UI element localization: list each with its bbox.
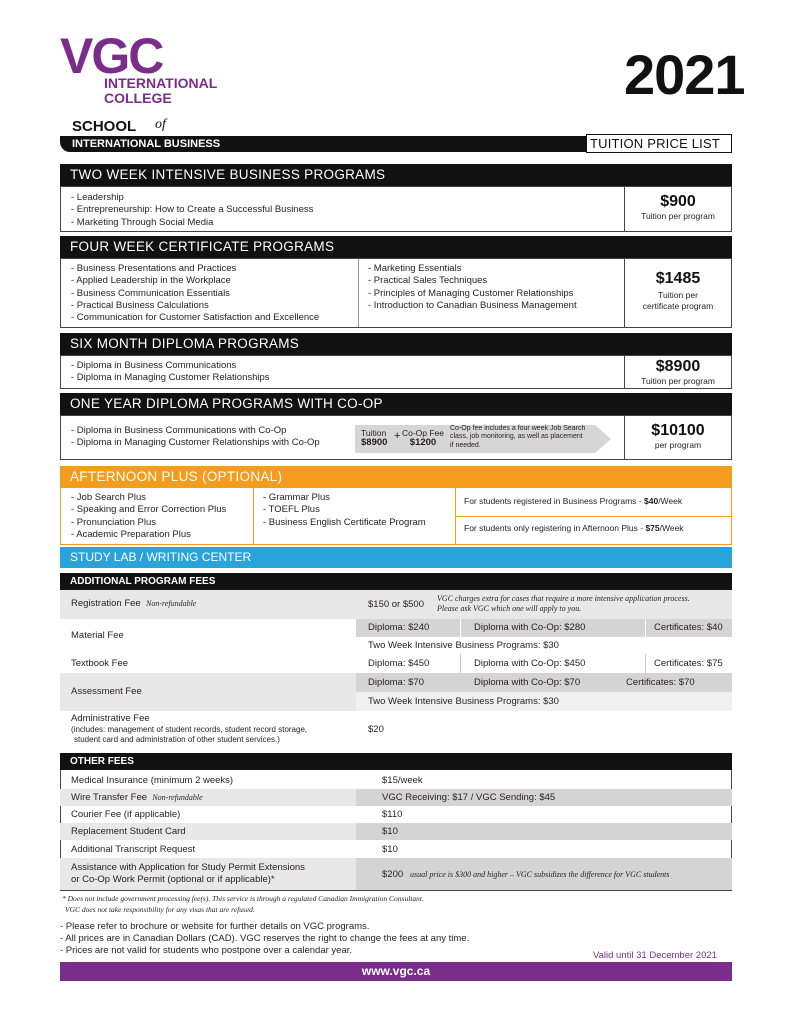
six-month-box [60, 355, 732, 389]
study-lab-heading: STUDY LAB / WRITING CENTER [60, 547, 732, 568]
one-year-list [71, 425, 320, 450]
material-row [60, 619, 732, 654]
other-fee-value: $10 [382, 826, 398, 837]
tuition-label: Tuition [361, 428, 387, 438]
logo-college-name [104, 76, 217, 106]
four-week-price: $1485 [655, 270, 701, 287]
six-month-heading: SIX MONTH DIPLOMA PROGRAMS [60, 333, 732, 355]
list-item: - TOEFL Plus [263, 504, 320, 516]
list-item: - Business Presentations and Practices [71, 263, 237, 274]
list-item: - Leadership [71, 192, 124, 203]
assessment-diploma: Diploma: $70 [368, 677, 424, 688]
six-month-price-note: Tuition per program [641, 376, 715, 386]
divider [645, 654, 646, 673]
four-week-heading: FOUR WEEK CERTIFICATE PROGRAMS [60, 236, 732, 258]
list-item: - Practical Business Calculations [71, 299, 209, 311]
administrative-label [71, 714, 307, 746]
list-item: - Diploma in Business Communications with Co-Op [71, 425, 287, 436]
other-fee-label: Additional Transcript Request [71, 844, 196, 855]
two-week-price-cell [624, 187, 731, 231]
afternoon-plus-heading: AFTERNOON PLUS (OPTIONAL) [60, 466, 732, 487]
coop-note-line: class, job monitoring, as well as placement [450, 433, 583, 441]
textbook-diploma-coop: Diploma with Co-Op: $450 [474, 658, 586, 669]
one-year-heading: ONE YEAR DIPLOMA PROGRAMS WITH CO-OP [60, 393, 732, 415]
two-week-box [60, 186, 732, 232]
textbook-certificates: Certificates: $75 [654, 658, 723, 669]
administrative-row [60, 711, 732, 748]
list-item: - Speaking and Error Correction Plus [71, 504, 227, 516]
one-year-price: $10100 [651, 422, 705, 439]
other-fee-value: $10 [382, 844, 398, 855]
rate-unit: /Week [659, 523, 684, 533]
star-footnote [62, 893, 424, 915]
six-month-list [71, 360, 270, 385]
other-fee-label: Replacement Student Card [71, 826, 186, 837]
registration-value: $150 or $500 [368, 599, 424, 610]
divider [455, 516, 731, 517]
list-item: - Diploma in Business Communications [71, 360, 237, 371]
note-line: - Prices are not valid for students who postpone over a calendar year. [60, 945, 353, 956]
two-week-heading: TWO WEEK INTENSIVE BUSINESS PROGRAMS [60, 164, 732, 186]
remark-line: Please ask VGC which one will apply to you. [437, 604, 582, 613]
rate-text: For students registered in Business Programs - [464, 496, 644, 506]
fee-label-text: Wire Transfer Fee [71, 792, 148, 803]
material-certificates: Certificates: $40 [654, 622, 723, 633]
tuition-value: $8900 [361, 437, 388, 448]
school-of: of [155, 117, 166, 132]
registration-row [60, 590, 732, 619]
logo-line-2: COLLEGE [104, 90, 172, 106]
other-fee-row [60, 840, 732, 858]
afternoon-col-1 [71, 492, 226, 541]
assessment-certificates: Certificates: $70 [626, 677, 695, 688]
price-list-title: TUITION PRICE LIST [590, 136, 721, 151]
list-item: - Applied Leadership in the Workplace [71, 275, 231, 287]
administrative-value: $20 [368, 724, 384, 735]
other-fee-row [60, 806, 732, 823]
fee-label-text: Administrative Fee [71, 713, 150, 724]
material-diploma-coop: Diploma with Co-Op: $280 [474, 622, 586, 633]
coop-value: $1200 [409, 437, 437, 448]
assessment-two-week: Two Week Intensive Business Programs: $30 [368, 696, 559, 707]
website-bar [60, 962, 732, 981]
registration-remark [437, 594, 690, 614]
four-week-list-right [368, 263, 577, 312]
other-fee-label [71, 792, 203, 803]
permit-note: usual price is $300 and higher – VGC subsidizes the difference for VGC students [410, 870, 670, 879]
other-fee-value: VGC Receiving: $17 / VGC Sending: $45 [382, 792, 556, 803]
six-month-price-cell [624, 356, 731, 388]
other-fee-label: Medical Insurance (minimum 2 weeks) [71, 775, 234, 786]
divider [358, 259, 359, 327]
logo-line-1: INTERNATIONAL [104, 75, 218, 91]
four-week-price-cell [624, 259, 731, 327]
fee-label-text: Registration Fee [71, 598, 141, 609]
afternoon-plus-box [60, 487, 732, 545]
list-item: - Business English Certificate Program [263, 516, 426, 528]
coop-note-line: if needed. [450, 441, 481, 449]
assessment-row [60, 673, 732, 711]
list-item: - Grammar Plus [263, 492, 331, 503]
textbook-row [60, 654, 732, 673]
school-heading: SCHOOL [72, 118, 137, 135]
footnote-line: VGC does not take responsibility for any visas that are refused. [65, 905, 255, 914]
rate-price: $40 [644, 496, 659, 506]
four-week-list-left [71, 263, 319, 324]
list-item: - Job Search Plus [71, 492, 146, 503]
rate-unit: /Week [658, 496, 683, 506]
fee-label-text: Assistance with Application for Study Permit Extensions [71, 862, 305, 873]
divider [645, 619, 646, 637]
plus-sign: + [394, 430, 401, 442]
two-week-list [71, 192, 313, 229]
two-week-price-note: Tuition per program [641, 211, 715, 221]
other-fee-value: $110 [382, 809, 403, 820]
list-item: - Pronunciation Plus [71, 516, 157, 528]
divider [253, 488, 254, 544]
rate-price: $75 [645, 523, 660, 533]
four-week-price-note-2: certificate program [642, 301, 714, 311]
logo-vgc: VGC [60, 28, 163, 84]
list-item: - Academic Preparation Plus [71, 528, 191, 540]
other-fee-row [60, 771, 732, 789]
rate-text: For students only registering in Afternoon Plus - [464, 523, 646, 533]
coop-note-line: Co-Op fee includes a four week Job Search [450, 425, 586, 432]
note-line: - All prices are in Canadian Dollars (CAD). VGC reserves the right to change the fees at any time. [60, 933, 470, 944]
other-fee-row [60, 789, 732, 806]
permit-value: $200 [382, 869, 404, 880]
tuition-block [361, 428, 387, 448]
afternoon-rate-2 [464, 523, 684, 533]
material-two-week: Two Week Intensive Business Programs: $30 [368, 640, 559, 651]
permit-label [71, 862, 305, 886]
textbook-label: Textbook Fee [71, 658, 129, 669]
fee-desc: (includes: management of student records, student record storage, [71, 724, 308, 734]
afternoon-rate-1 [464, 496, 682, 506]
list-item: - Business Communication Essentials [71, 287, 230, 299]
one-year-price-note: per program [654, 440, 702, 450]
fee-note: Non-refundable [145, 599, 197, 608]
four-week-box [60, 258, 732, 328]
coop-note [450, 425, 585, 450]
footnote-line: * Does not include government processing fee(s). This service is through a regulated Canadian Immigration Consultant. [62, 894, 424, 903]
other-fees-heading: OTHER FEES [60, 753, 732, 770]
fee-desc: student card and administration of other student services.) [74, 735, 280, 744]
other-fee-value: $15/week [382, 775, 423, 786]
shaded-cell [356, 823, 732, 840]
other-fee-label: Courier Fee (if applicable) [71, 809, 181, 820]
six-month-price: $8900 [655, 358, 701, 375]
two-week-price: $900 [660, 193, 696, 210]
assessment-diploma-coop: Diploma with Co-Op: $70 [474, 677, 581, 688]
school-subtitle: INTERNATIONAL BUSINESS [72, 138, 221, 150]
list-item: - Practical Sales Techniques [368, 275, 488, 287]
list-item: - Diploma in Managing Customer Relationships [71, 372, 270, 384]
valid-until: Valid until 31 December 2021 [593, 950, 717, 961]
coop-block [401, 428, 445, 448]
list-item: - Principles of Managing Customer Relationships [368, 287, 574, 299]
permit-row [60, 858, 732, 890]
remark-line: VGC charges extra for cases that require a more intensive application process. [437, 594, 690, 603]
list-item: - Introduction to Canadian Business Management [368, 299, 577, 311]
additional-fees-heading: ADDITIONAL PROGRAM FEES [60, 573, 732, 590]
other-fee-row [60, 823, 732, 840]
one-year-price-cell [624, 416, 731, 459]
fee-note: Non-refundable [152, 793, 203, 802]
website-link[interactable]: www.vgc.ca [361, 964, 431, 978]
list-item: - Entrepreneurship: How to Create a Successful Business [71, 204, 314, 216]
fee-label-text: or Co-Op Work Permit (optional or if applicable)* [71, 874, 275, 885]
divider [460, 619, 461, 637]
one-year-box [60, 415, 732, 460]
list-item: - Marketing Through Social Media [71, 216, 214, 228]
list-item: - Marketing Essentials [368, 263, 462, 274]
list-item: - Diploma in Managing Customer Relationships with Co-Op [71, 437, 320, 449]
list-item: - Communication for Customer Satisfaction and Excellence [71, 312, 320, 324]
coop-label: Co-Op Fee [401, 428, 445, 438]
textbook-diploma: Diploma: $450 [368, 658, 430, 669]
registration-label [71, 598, 196, 609]
note-line: - Please refer to brochure or website for further details on VGC programs. [60, 921, 370, 932]
afternoon-col-2 [263, 492, 426, 529]
material-label: Material Fee [71, 630, 124, 641]
general-notes [60, 921, 469, 957]
divider [460, 654, 461, 673]
year-title: 2021 [624, 43, 745, 106]
assessment-label: Assessment Fee [71, 686, 142, 697]
material-diploma: Diploma: $240 [368, 622, 430, 633]
four-week-price-note-1: Tuition per [658, 290, 698, 300]
